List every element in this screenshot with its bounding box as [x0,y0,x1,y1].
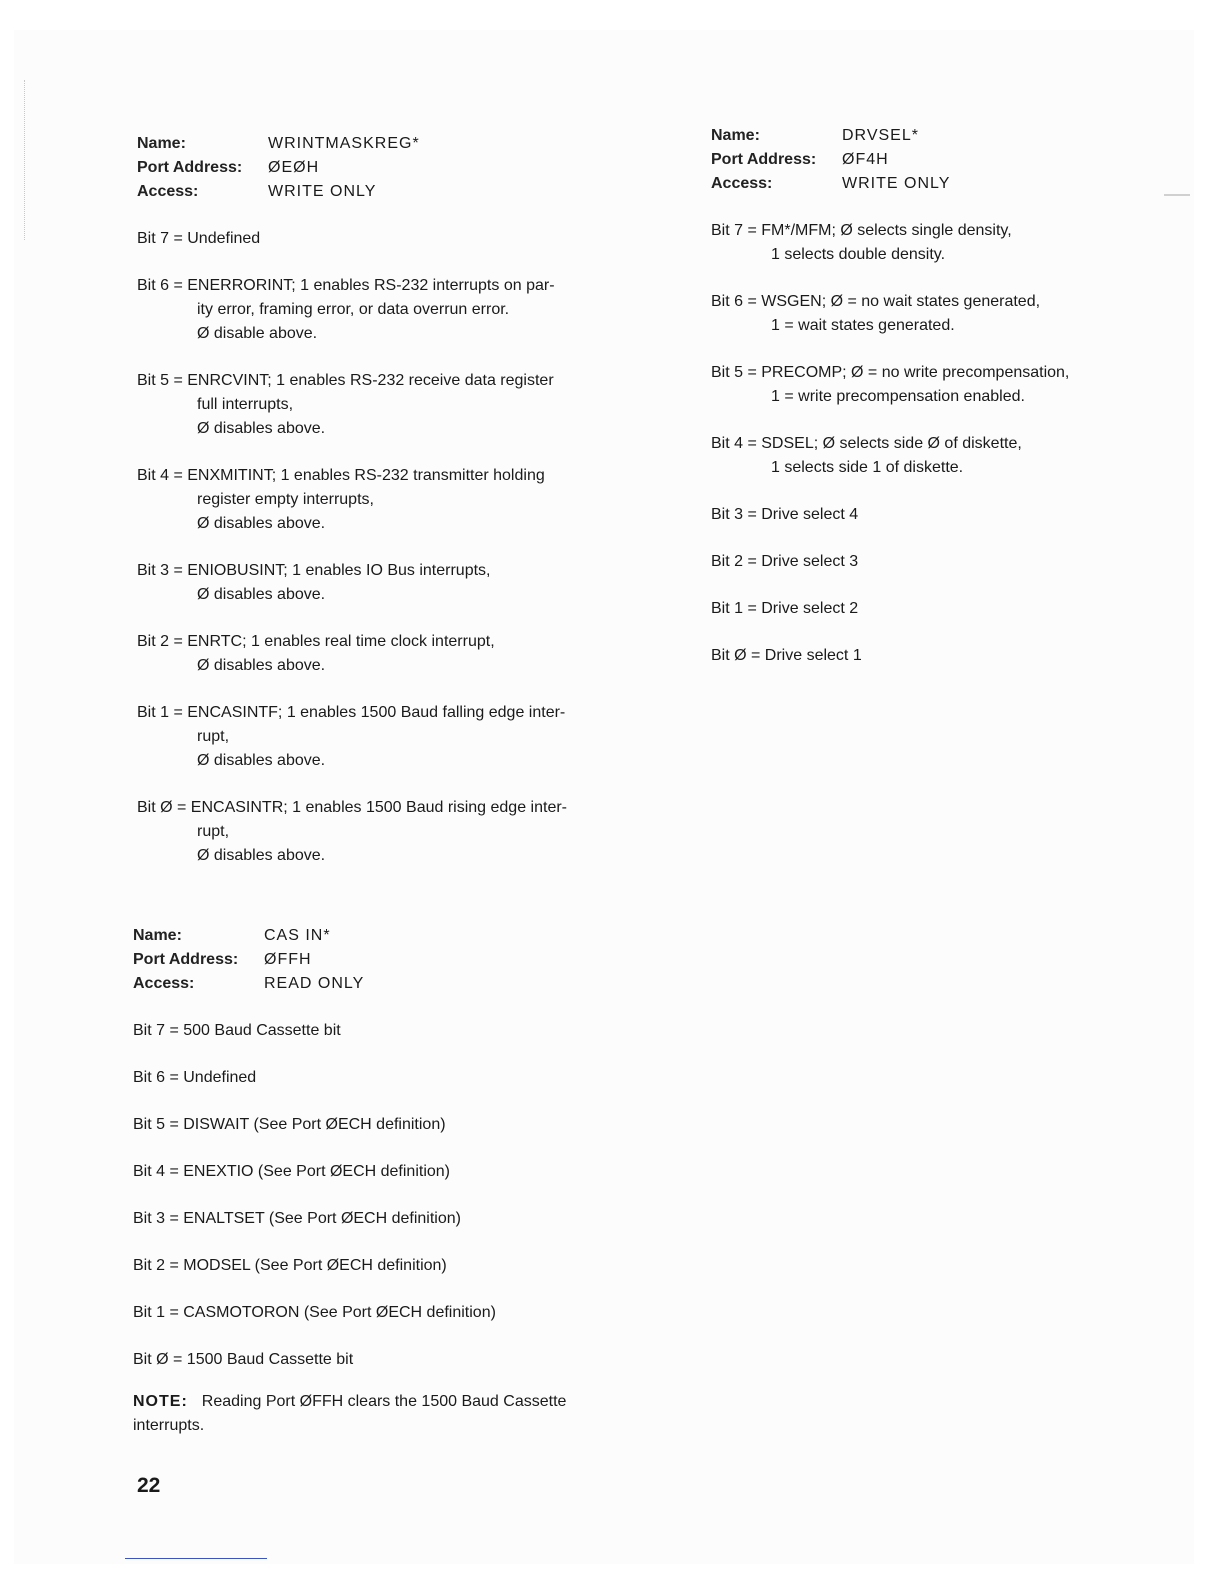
wrintmaskreg-section [137,132,637,868]
bit-text: Bit 2 = MODSEL (See Port ØECH definition) [133,1257,447,1274]
note [133,1390,633,1438]
cas-in-section [133,924,633,1438]
bit-definition [133,1301,633,1325]
note-text-continued: interrupts. [133,1417,205,1434]
register-header [137,132,637,204]
bit-text: Bit 6 = Undefined [133,1069,257,1086]
header-value: WRITE ONLY [268,183,377,200]
bit-continuation: Ø disables above. [197,586,326,603]
bit-continuation: Ø disable above. [197,325,318,342]
bottom-rule [125,1558,267,1559]
bit-continuation: ity error, framing error, or data overrun error. [197,301,510,318]
margin-scan-marks [24,80,27,240]
bit-text: Bit 3 = ENALTSET (See Port ØECH definition) [133,1210,461,1227]
bit-continuation: rupt, [197,823,230,840]
bit-definition [711,361,1131,409]
bit-text: Bit 2 = Drive select 3 [711,553,859,570]
page-number: 22 [137,1474,161,1497]
bit-text: Bit Ø = 1500 Baud Cassette bit [133,1351,354,1368]
header-label: Access: [137,183,199,200]
header-label: Name: [133,927,182,944]
bit-definition [711,550,1131,574]
bit-definition [133,1254,633,1278]
bit-text: Bit 3 = ENIOBUSINT; 1 enables IO Bus interrupts, [137,562,491,579]
bit-text: Bit 6 = WSGEN; Ø = no wait states generated, [711,293,1041,310]
header-value: READ ONLY [264,975,365,992]
bit-definition [137,630,637,678]
bit-definition [137,796,637,868]
bit-definition [133,1019,633,1043]
bit-definition [137,369,637,441]
bit-text: Bit 7 = FM*/MFM; Ø selects single density, [711,222,1012,239]
header-label: Access: [133,975,195,992]
header-label: Name: [137,135,186,152]
bit-definition [711,432,1131,480]
bit-text: Bit 1 = ENCASINTF; 1 enables 1500 Baud falling edge inter- [137,704,566,721]
bit-text: Bit 1 = CASMOTORON (See Port ØECH definition) [133,1304,496,1321]
bit-text: Bit 5 = ENRCVINT; 1 enables RS-232 receive data register [137,372,554,389]
bit-text: Bit 7 = Undefined [137,230,261,247]
header-label: Name: [711,127,760,144]
header-label: Port Address: [711,151,817,168]
bit-definition [711,290,1131,338]
corner-scan-mark [1164,158,1190,196]
bit-continuation: Ø disables above. [197,752,326,769]
header-value: ØF4H [842,151,889,168]
header-value: ØFFH [264,951,312,968]
bit-definition [137,274,637,346]
header-value: ØEØH [268,159,320,176]
bit-text: Bit 3 = Drive select 4 [711,506,859,523]
note-label: NOTE: [133,1393,188,1410]
bit-definition [133,1113,633,1137]
bit-text: Bit Ø = ENCASINTR; 1 enables 1500 Baud rising edge inter- [137,799,567,816]
header-label: Port Address: [133,951,239,968]
register-header [711,124,1131,196]
bit-definition [711,644,1131,668]
bit-text: Bit Ø = Drive select 1 [711,647,862,664]
bit-definition [711,219,1131,267]
bit-text: Bit 4 = ENXMITINT; 1 enables RS-232 transmitter holding [137,467,545,484]
bit-continuation: Ø disables above. [197,847,326,864]
bit-continuation: 1 = wait states generated. [771,317,955,334]
bit-text: Bit 1 = Drive select 2 [711,600,859,617]
bit-definition [133,1160,633,1184]
bit-continuation: rupt, [197,728,230,745]
header-value: DRVSEL* [842,127,919,144]
bit-definition [137,701,637,773]
bit-text: Bit 6 = ENERRORINT; 1 enables RS-232 interrupts on par- [137,277,555,294]
bit-continuation: Ø disables above. [197,657,326,674]
bit-text: Bit 4 = ENEXTIO (See Port ØECH definition) [133,1163,451,1180]
bit-text: Bit 7 = 500 Baud Cassette bit [133,1022,341,1039]
bit-text: Bit 5 = DISWAIT (See Port ØECH definition) [133,1116,446,1133]
bit-continuation: 1 = write precompensation enabled. [771,388,1025,405]
bit-definition [137,227,637,251]
bit-definition [133,1348,633,1372]
bit-text: Bit 5 = PRECOMP; Ø = no write precompensation, [711,364,1070,381]
bit-continuation: register empty interrupts, [197,491,374,508]
bit-text: Bit 2 = ENRTC; 1 enables real time clock interrupt, [137,633,495,650]
bit-continuation: Ø disables above. [197,420,326,437]
bit-definition [137,464,637,536]
bit-text: Bit 4 = SDSEL; Ø selects side Ø of diskette, [711,435,1022,452]
bit-continuation: 1 selects side 1 of diskette. [771,459,964,476]
bit-definition [133,1207,633,1231]
bit-continuation: 1 selects double density. [771,246,946,263]
header-label: Access: [711,175,773,192]
bit-continuation: full interrupts, [197,396,294,413]
header-value: WRINTMASKREG* [268,135,420,152]
header-value: CAS IN* [264,927,331,944]
note-text: Reading Port ØFFH clears the 1500 Baud Cassette [201,1393,567,1410]
bit-definition [711,597,1131,621]
drvsel-section [711,124,1131,668]
bit-continuation: Ø disables above. [197,515,326,532]
register-header [133,924,633,996]
bit-definition [137,559,637,607]
bit-definition [711,503,1131,527]
header-label: Port Address: [137,159,243,176]
bit-definition [133,1066,633,1090]
header-value: WRITE ONLY [842,175,951,192]
